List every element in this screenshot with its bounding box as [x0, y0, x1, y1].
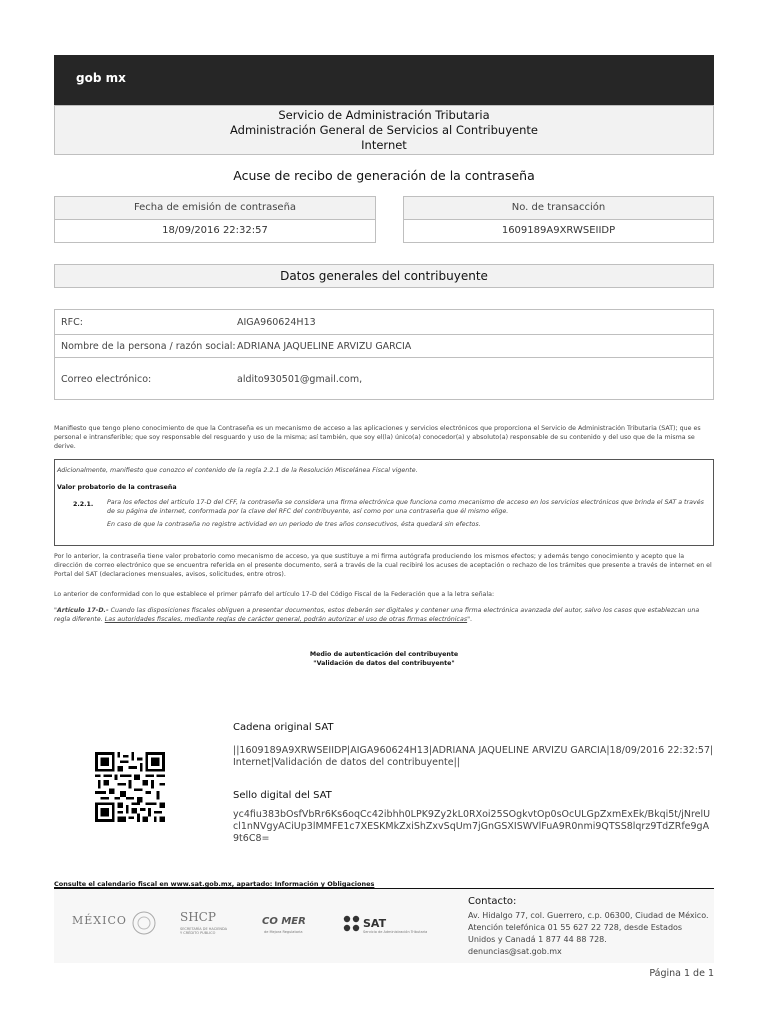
title-box — [54, 105, 714, 155]
page-number: Página 1 de 1 — [649, 968, 714, 979]
contacto-phone: Atención telefónica 01 55 627 22 728, desde Estados — [468, 923, 683, 932]
transaccion-label: No. de transacción — [404, 197, 713, 220]
cadena-title: Cadena original SAT — [233, 722, 334, 733]
conformidad-text: Lo anterior de conformidad con lo que establece el primer párrafo del artículo 17-D del Código Fiscal de la Federación que a la letra señala: — [54, 591, 495, 598]
title-line2: Administración General de Servicios al Contribuyente — [230, 123, 538, 137]
contacto-title: Contacto: — [468, 896, 517, 907]
rfc-value: AIGA960624H13 — [237, 317, 316, 328]
por-lo-anterior-text: Por lo anterior, la contraseña tiene valor probatorio como mecanismo de acceso, ya que sustituye a mi firma autógrafa produciendo los mismos efectos; y además tengo conocimiento y acepto que la dirección de correo electrónico que se encuentra referida en el presente documento, será a través de la cual recibiré los acuses de aceptación o rechazo de los trámites que presente a través de internet en el Portal del SAT (declaraciones mensuales, avisos, solicitudes, entre otros). — [54, 553, 712, 578]
sat-subtitle: Servicio de Administración Tributaria — [363, 930, 428, 934]
regla-heading: Valor probatorio de la contraseña — [57, 484, 177, 491]
regla-intro: Adicionalmente, manifiesto que conozco el contenido de la regla 2.2.1 de la Resolución Miscelánea Fiscal vigente. — [57, 467, 418, 474]
sat-logo-icon — [342, 914, 362, 934]
comer-subtitle: de Mejora Regulatoria — [264, 930, 303, 934]
title-line3: Internet — [361, 138, 407, 152]
regla-text1: Para los efectos del artículo 17-D del CFF, la contraseña se considera una firma electrónica que funciona como mecanismo de acceso en los servicios electrónicos que brinda el SAT a través de su página de internet, conformada por la clave del RFC del contribuyente, así como por una contraseña que él mismo elige. — [107, 499, 704, 515]
transaccion-box — [403, 196, 714, 243]
acuse-title: Acuse de recibo de generación de la contraseña — [233, 168, 535, 183]
qr-code-icon — [95, 752, 165, 822]
datos-title: Datos generales del contribuyente — [54, 264, 714, 288]
contacto-phone-us: Unidos y Canadá 1 877 44 88 728. — [468, 935, 607, 944]
sat-logo: SAT — [363, 917, 387, 930]
correo-row — [55, 358, 713, 399]
title-line1: Servicio de Administración Tributaria — [278, 108, 490, 122]
articulo-name: Artículo 17-D.- — [56, 607, 109, 614]
transaccion-value: 1609189A9XRWSEIIDP — [501, 225, 616, 236]
articulo-text: "Artículo 17-D.- Cuando las disposiciones fiscales obliguen a presentar documentos, estos deberán ser digitales y contener una firma electrónica avanzada del autor, salvo los casos que establezcan una regla diferente. Las autoridades fiscales, mediante reglas de carácter general, podrán autorizar el uso de otras firmas electrónicas". — [54, 607, 700, 623]
articulo-underlined: Las autoridades fiscales, mediante reglas de carácter general, podrán autorizar el uso de otras firmas electrónicas — [104, 616, 468, 623]
nombre-row — [55, 335, 713, 358]
mexico-logo: MÉXICO — [72, 914, 127, 927]
nombre-label: Nombre de la persona / razón social: — [61, 341, 236, 352]
rfc-row — [55, 310, 713, 335]
regla-number: 2.2.1. — [73, 501, 94, 508]
gobmx-logo: gob mx — [76, 71, 126, 85]
fecha-box — [54, 196, 376, 243]
manifiesto-text: Manifiesto que tengo pleno conocimiento de que la Contraseña es un mecanismo de acceso a las aplicaciones y servicios electrónicos que proporciona el Servicio de Administración Tributaria (SAT); que es personal e intransferible; que soy responsable del resguardo y uso de la misma; así también, que soy el(la) único(a) conocedor(a) y absoluto(a) responsable de su contenido y del uso que de la misma se derive. — [54, 425, 701, 450]
sello-title: Sello digital del SAT — [233, 790, 332, 801]
comer-logo: CO MER — [262, 916, 306, 927]
articulo-body: Cuando las disposiciones fiscales obliguen a presentar documentos, estos deberán ser digitales y contener una firma electrónica avanzada del autor, salvo los casos que establezcan una regla diferente. — [54, 607, 700, 623]
contribuyente-table — [54, 309, 714, 400]
contacto-email[interactable]: denuncias@sat.gob.mx — [468, 947, 562, 956]
shcp-logo: SHCP — [180, 910, 216, 924]
regla-text2: En caso de que la contraseña no registre actividad en un periodo de tres años consecutivos, ésta quedará sin efectos. — [107, 521, 481, 528]
medio-autenticacion — [54, 650, 714, 668]
correo-label: Correo electrónico: — [61, 374, 152, 385]
escudo-icon — [131, 908, 157, 938]
shcp-subtitle: SECRETARÍA DE HACIENDA Y CRÉDITO PÚBLICO — [180, 927, 228, 935]
fecha-label: Fecha de emisión de contraseña — [55, 197, 375, 220]
fecha-value: 18/09/2016 22:32:57 — [162, 225, 268, 236]
medio-line2: "Validación de datos del contribuyente" — [313, 660, 455, 667]
nombre-value: ADRIANA JAQUELINE ARVIZU GARCIA — [237, 341, 412, 352]
sello-value: yc4fiu383bOsfVbRr6Ks6oqCc42ibhh0LPK9Zy2kL0RXoi25SOgkvtOp0sOcULGpZxmExEk/Bkqi5t/jNrelUcl1nNVgyACiUp3lMMFE1c7XESKMkZxiShZxvSqUm7jGnGSXISWVlFuA9R0nmi9QTSS8lqrz9TdZRfe9gA9t6C8= — [233, 809, 711, 844]
cadena-value: ||1609189A9XRWSEIIDP|AIGA960624H13|ADRIANA JAQUELINE ARVIZU GARCIA|18/09/2016 22:32:57|Internet|Validación de datos del contribuyente|| — [233, 745, 714, 768]
contacto-address: Av. Hidalgo 77, col. Guerrero, c.p. 06300, Ciudad de México. — [468, 911, 709, 920]
regla-box — [54, 459, 714, 546]
correo-value: aldito930501@gmail.com, — [237, 374, 363, 385]
rfc-label: RFC: — [61, 317, 83, 328]
contacto-info — [468, 910, 716, 958]
header-bar — [54, 55, 714, 105]
calendario-link[interactable]: Consulte el calendario fiscal en www.sat.gob.mx, apartado: Información y Obligaciones — [54, 880, 375, 888]
medio-line1: Medio de autenticación del contribuyente — [309, 651, 459, 658]
